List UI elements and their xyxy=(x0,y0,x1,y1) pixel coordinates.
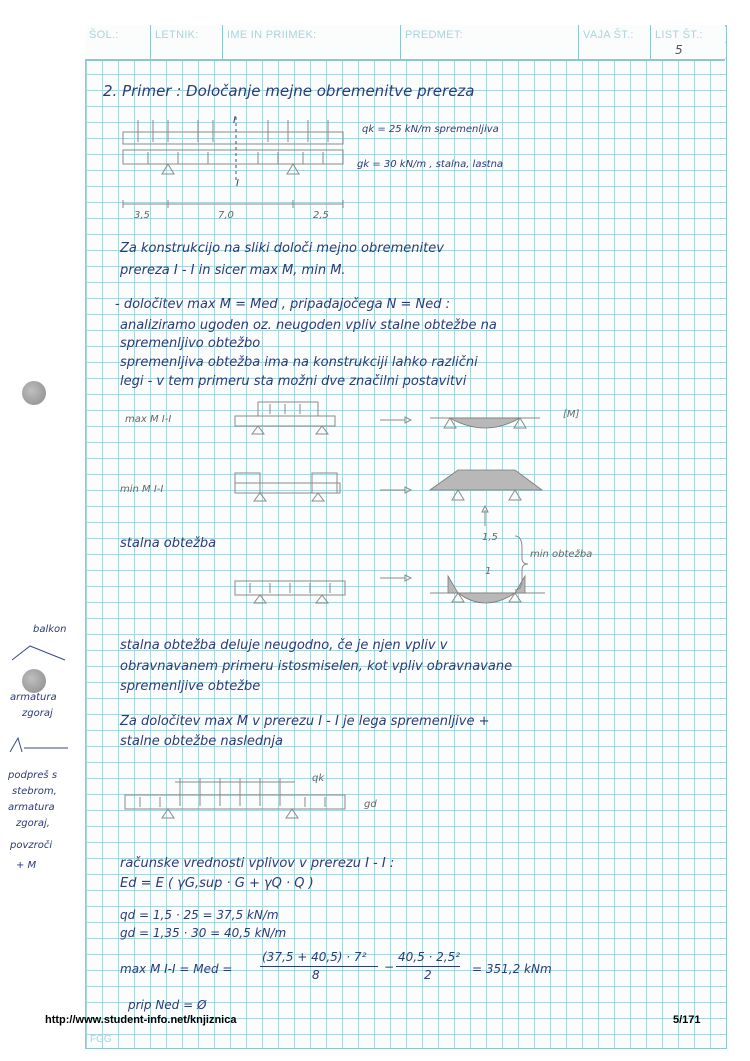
header-list-label: LIST ŠT.: xyxy=(655,29,703,41)
case-max-label: max M I-I xyxy=(125,414,172,425)
para3-line1: stalna obtežba deluje neugodno, če je njen vpliv v xyxy=(120,638,448,653)
beam1-span-1: 3,5 xyxy=(134,210,150,221)
case-unit-label: [M] xyxy=(563,409,580,420)
margin-note-armatura-2: armatura xyxy=(8,802,55,813)
para2-line3: spremenljivo obtežbo xyxy=(120,336,261,351)
case-factor-2: 1 xyxy=(485,566,492,577)
calc-frac1-den: 8 xyxy=(312,968,320,982)
calc-frac1-num: (37,5 + 40,5) · 7² xyxy=(262,950,367,964)
margin-note-stebrom: stebrom, xyxy=(12,786,57,797)
calc-frac1-bar xyxy=(260,966,378,967)
para2-line5: legi - v tem primeru sta možni dve značilni postavitvi xyxy=(120,374,467,389)
beam-diagram-2 xyxy=(120,770,380,840)
header-list-value: 5 xyxy=(675,43,683,57)
margin-note-plus-m: + M xyxy=(16,860,37,871)
beam1-load-arrows xyxy=(138,120,328,164)
margin-sketch-balkon xyxy=(10,640,70,664)
binder-hole-bottom xyxy=(22,669,46,693)
margin-note-armatura-1: armatura xyxy=(10,692,57,703)
calc-frac2-bar xyxy=(396,966,460,967)
footer-url[interactable]: http://www.student-info.net/knjiznica xyxy=(45,1014,237,1026)
header-vaja: VAJA ŠT.: xyxy=(579,25,651,59)
para4-line2: stalne obtežbe naslednja xyxy=(120,734,283,749)
calc-intro: računske vrednosti vplivov v prerezu I - I : xyxy=(120,856,395,871)
beam1-qk-label: qk = 25 kN/m spremenljiva xyxy=(362,124,499,135)
para1-line1: Za konstrukcijo na sliki določi mejno obremenitev xyxy=(120,241,444,256)
para4-line1: Za določitev max M v prerezu I - I je lega spremenljive + xyxy=(120,714,490,729)
case-min-obtezba-label: min obtežba xyxy=(530,549,593,560)
margin-note-balkon: balkon xyxy=(33,624,67,635)
footer-page-number: 5/171 xyxy=(673,1014,701,1026)
header-predmet: PREDMET: xyxy=(401,25,579,59)
beam1-variable-load-strip xyxy=(123,132,343,144)
page-title: 2. Primer : Določanje mejne obremenitve prereza xyxy=(103,82,475,100)
beam1-section-mark-bottom: I xyxy=(236,178,239,189)
calc-qd: qd = 1,5 · 25 = 37,5 kN/m xyxy=(120,908,279,922)
beam1-beam xyxy=(123,150,343,164)
margin-sketch-column xyxy=(8,734,70,756)
margin-note-zgoraj-2: zgoraj, xyxy=(16,818,50,829)
para2-line2: analiziramo ugoden oz. neugoden vpliv stalne obtežbe na xyxy=(120,318,497,333)
calc-gd: gd = 1,35 · 30 = 40,5 kN/m xyxy=(120,926,287,940)
para1-line2: prereza I - I in sicer max M, min M. xyxy=(120,263,346,278)
calc-minus: − xyxy=(384,960,395,974)
calc-result: = 351,2 kNm xyxy=(472,962,552,976)
beam1-gk-label: gk = 30 kN/m , stalna, lastna xyxy=(357,159,504,170)
beam2-qk-label: qk xyxy=(312,773,325,784)
beam1-support-left xyxy=(162,164,174,174)
para2-line4: spremenljiva obtežba ima na konstrukciji lahko različni xyxy=(120,355,478,370)
beam1-support-right xyxy=(287,164,299,174)
beam2-gd-label: gd xyxy=(364,799,377,810)
beam1-section-mark-top: I xyxy=(233,115,236,126)
form-header xyxy=(85,25,725,61)
footer-fgg: FGG xyxy=(90,1034,112,1045)
calc-max-lhs: max M I-I = Med = xyxy=(120,962,233,976)
case-diagrams xyxy=(230,398,550,618)
para2-line1: - določitev max M = Med , pripadajočega N = Ned : xyxy=(115,297,451,312)
beam1-span-3: 2,5 xyxy=(313,210,329,221)
calc-ed-formula: Ed = E ( γG,sup · G + γQ · Q ) xyxy=(120,876,314,891)
margin-note-zgoraj-1: zgoraj xyxy=(22,708,53,719)
calc-ned: prip Ned = Ø xyxy=(128,998,207,1012)
case-stalna-label: stalna obtežba xyxy=(120,536,217,551)
header-sol: ŠOL.: xyxy=(85,25,151,59)
para3-line3: spremenljive obtežbe xyxy=(120,679,261,694)
header-ime: IME IN PRIIMEK: xyxy=(223,25,401,59)
case-factor-1: 1,5 xyxy=(482,532,498,543)
calc-frac2-den: 2 xyxy=(424,968,432,982)
beam1-span-2: 7,0 xyxy=(218,210,234,221)
case-min-label: min M I-I xyxy=(120,484,164,495)
margin-note-podpres: podpreš s xyxy=(8,770,58,781)
binder-hole-top xyxy=(22,381,46,405)
calc-frac2-num: 40,5 · 2,5² xyxy=(398,950,461,964)
para3-line2: obravnavanem primeru istosmiselen, kot vpliv obravnavane xyxy=(120,659,513,674)
header-list xyxy=(651,25,725,59)
margin-note-povzroci: povzroči xyxy=(10,840,53,851)
header-letnik: LETNIK: xyxy=(151,25,223,59)
